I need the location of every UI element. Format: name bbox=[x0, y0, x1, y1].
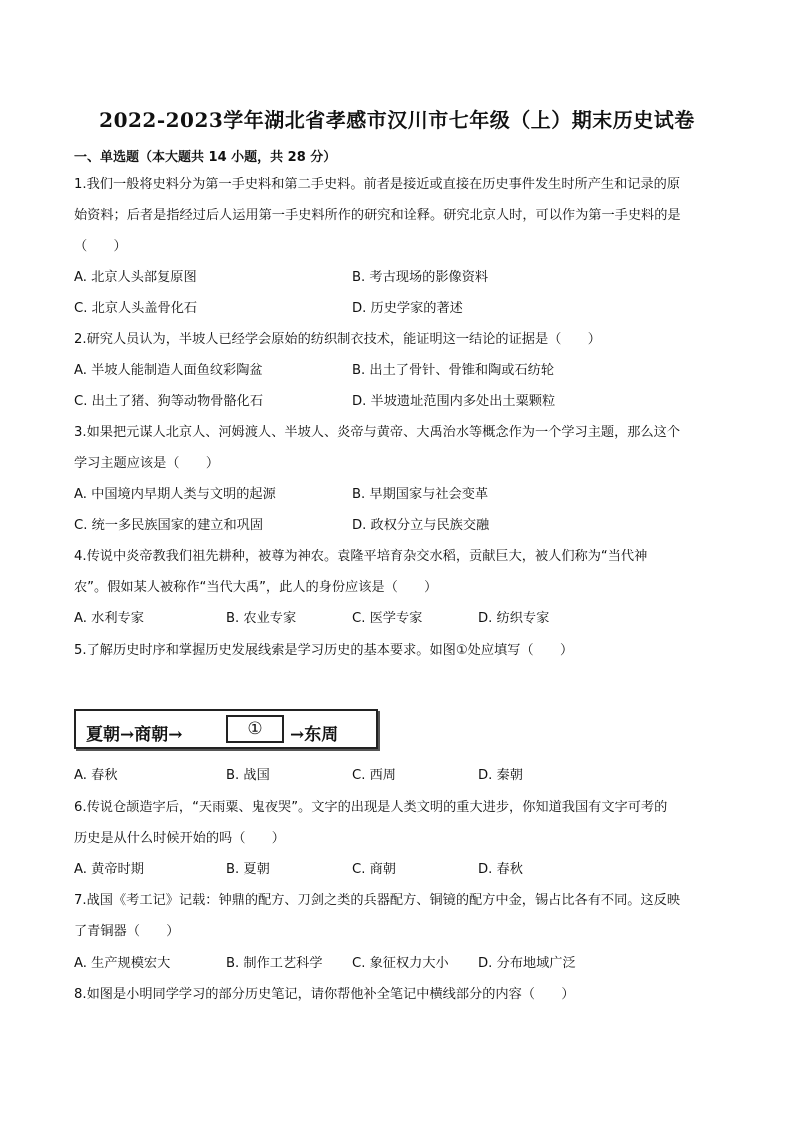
question-1-option-d[interactable]: D. 历史学家的著述 bbox=[352, 301, 463, 316]
question-5-line-1: 5.了解历史时序和掌握历史发展线索是学习历史的基本要求。如图①处应填写（ ） bbox=[74, 643, 574, 658]
question-2-option-a[interactable]: A. 半坡人能制造人面鱼纹彩陶盆 bbox=[74, 363, 263, 378]
question-4-line-2: 农”。假如某人被称作“当代大禹”，此人的身份应该是（ ） bbox=[74, 580, 438, 595]
section-heading: 一、单选题（本大题共 14 小题，共 28 分） bbox=[74, 150, 337, 165]
question-3-line-1: 3.如果把元谋人北京人、河姆渡人、半坡人、炎帝与黄帝、大禹治水等概念作为一个学习主题，那么这个 bbox=[74, 425, 681, 440]
question-7-line-1: 7.战国《考工记》记载：钟鼎的配方、刀剑之类的兵器配方、铜镜的配方中金，锡占比各有不同。这反映 bbox=[74, 893, 681, 908]
question-3-option-b[interactable]: B. 早期国家与社会变革 bbox=[352, 487, 489, 502]
question-4-option-b[interactable]: B. 农业专家 bbox=[226, 611, 297, 626]
question-5-option-b[interactable]: B. 战国 bbox=[226, 768, 270, 783]
question-5-option-a[interactable]: A. 春秋 bbox=[74, 768, 118, 783]
question-6-option-a[interactable]: A. 黄帝时期 bbox=[74, 862, 144, 877]
timeline-after: →东周 bbox=[290, 725, 339, 745]
question-7-option-b[interactable]: B. 制作工艺科学 bbox=[226, 956, 323, 971]
question-4-option-a[interactable]: A. 水利专家 bbox=[74, 611, 144, 626]
question-6-option-d[interactable]: D. 春秋 bbox=[478, 862, 523, 877]
question-1-option-a[interactable]: A. 北京人头部复原图 bbox=[74, 270, 197, 285]
question-7-option-a[interactable]: A. 生产规模宏大 bbox=[74, 956, 171, 971]
question-2-option-c[interactable]: C. 出土了猪、狗等动物骨骼化石 bbox=[74, 394, 264, 409]
timeline-blank-box: ① bbox=[226, 715, 284, 743]
timeline-before: 夏朝→商朝→ bbox=[86, 725, 183, 745]
question-1-line-2: 始资料；后者是指经过后人运用第一手史料所作的研究和诠释。研究北京人时，可以作为第一手史料的是 bbox=[74, 208, 681, 223]
question-1-line-3: （ ） bbox=[74, 239, 127, 254]
question-2-option-b[interactable]: B. 出土了骨针、骨锥和陶或石纺轮 bbox=[352, 363, 555, 378]
question-4-line-1: 4.传说中炎帝教我们祖先耕种，被尊为神农。袁隆平培育杂交水稻，贡献巨大，被人们称为“当代神 bbox=[74, 549, 648, 564]
question-3-option-a[interactable]: A. 中国境内早期人类与文明的起源 bbox=[74, 487, 276, 502]
question-6-option-b[interactable]: B. 夏朝 bbox=[226, 862, 270, 877]
question-4-option-c[interactable]: C. 医学专家 bbox=[352, 611, 423, 626]
question-6-line-2: 历史是从什么时候开始的吗（ ） bbox=[74, 831, 285, 846]
question-3-line-2: 学习主题应该是（ ） bbox=[74, 456, 220, 471]
timeline-diagram bbox=[74, 709, 378, 749]
question-7-option-c[interactable]: C. 象征权力大小 bbox=[352, 956, 449, 971]
question-6-line-1: 6.传说仓颉造字后，“天雨粟、鬼夜哭”。文字的出现是人类文明的重大进步，你知道我国有文字可考的 bbox=[74, 800, 668, 815]
question-2-option-d[interactable]: D. 半坡遗址范围内多处出土粟颗粒 bbox=[352, 394, 556, 409]
question-8-line-1: 8.如图是小明同学学习的部分历史笔记，请你帮他补全笔记中横线部分的内容（ ） bbox=[74, 987, 575, 1002]
question-3-option-d[interactable]: D. 政权分立与民族交融 bbox=[352, 518, 490, 533]
question-1-line-1: 1.我们一般将史料分为第一手史料和第二手史料。前者是接近或直接在历史事件发生时所产生和记录的原 bbox=[74, 177, 681, 192]
question-5-option-c[interactable]: C. 西周 bbox=[352, 768, 396, 783]
question-7-line-2: 了青铜器（ ） bbox=[74, 924, 180, 939]
question-7-option-d[interactable]: D. 分布地域广泛 bbox=[478, 956, 576, 971]
question-2-line-1: 2.研究人员认为，半坡人已经学会原始的纺织制衣技术，能证明这一结论的证据是（ ） bbox=[74, 332, 601, 347]
question-5-option-d[interactable]: D. 秦朝 bbox=[478, 768, 523, 783]
page-title: 2022-2023学年湖北省孝感市汉川市七年级（上）期末历史试卷 bbox=[99, 108, 695, 132]
question-4-option-d[interactable]: D. 纺织专家 bbox=[478, 611, 550, 626]
question-6-option-c[interactable]: C. 商朝 bbox=[352, 862, 396, 877]
question-1-option-b[interactable]: B. 考古现场的影像资料 bbox=[352, 270, 489, 285]
question-3-option-c[interactable]: C. 统一多民族国家的建立和巩固 bbox=[74, 518, 264, 533]
question-1-option-c[interactable]: C. 北京人头盖骨化石 bbox=[74, 301, 198, 316]
